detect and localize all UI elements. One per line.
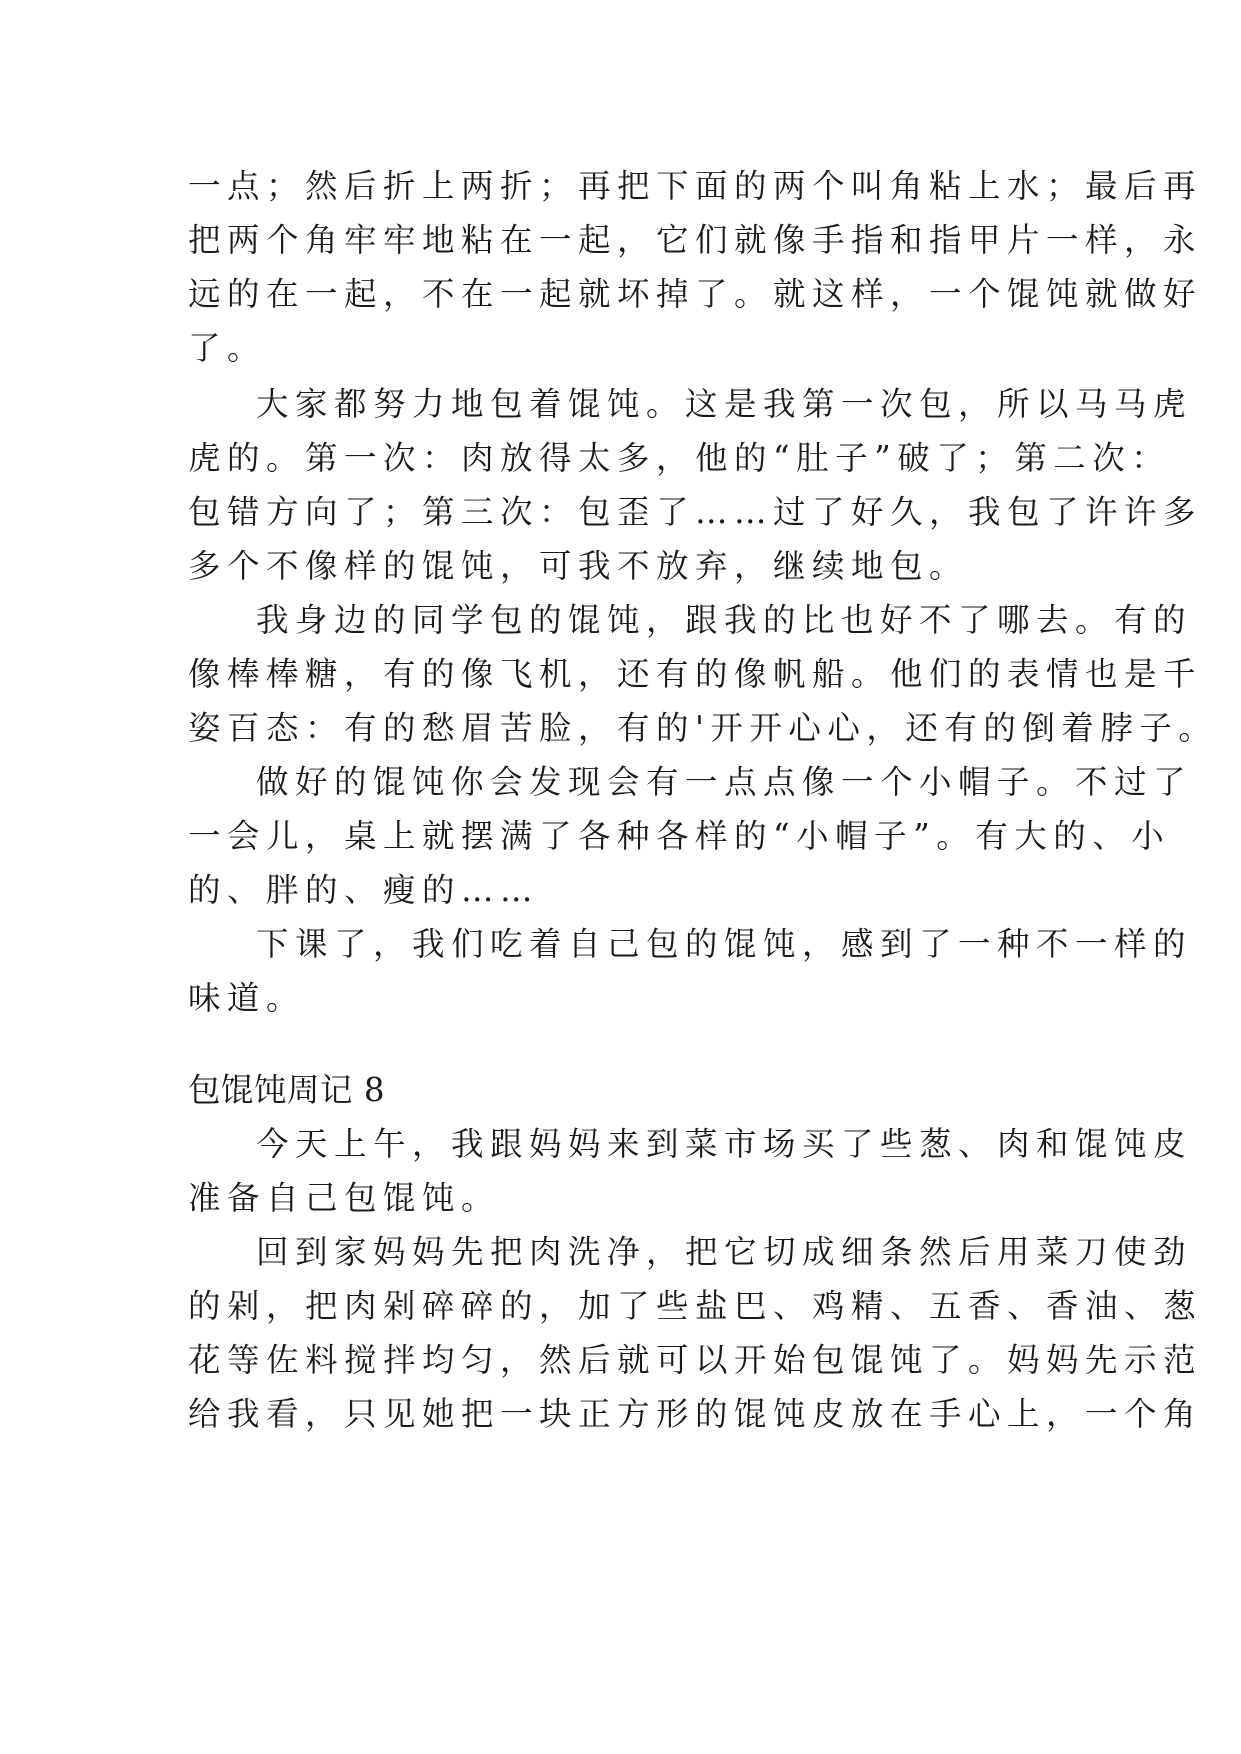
text-line: 准备自己包馄饨。 — [188, 1179, 501, 1217]
text-line: 味道。 — [188, 979, 306, 1017]
text-line: 做好的馄饨你会发现会有一点点像一个小帽子。不过了 — [256, 763, 1193, 801]
text-line: 花等佐料搅拌均匀，然后就可以开始包馄饨了。妈妈先示范 — [188, 1341, 1203, 1379]
text-line: 姿百态：有的愁眉苦脸，有的'开开心心，还有的倒着脖子。 — [188, 709, 1218, 747]
text-line: 大家都努力地包着馄饨。这是我第一次包，所以马马虎 — [256, 385, 1193, 423]
text-line: 了。 — [188, 329, 267, 367]
text-line: 的剁，把肉剁碎碎的，加了些盐巴、鸡精、五香、香油、葱 — [188, 1287, 1203, 1325]
text-line: 我身边的同学包的馄饨，跟我的比也好不了哪去。有的 — [256, 601, 1193, 639]
text-line: 一会儿，桌上就摆满了各种各样的“小帽子”。有大的、小 — [188, 817, 1171, 855]
text-line: 虎的。第一次：肉放得太多，他的“肚子”破了；第二次： — [188, 439, 1171, 477]
text-line: 多个不像样的馄饨，可我不放弃，继续地包。 — [188, 547, 969, 585]
text-line: 一点；然后折上两折；再把下面的两个叫角粘上水；最后再 — [188, 167, 1203, 205]
section-title: 包馄饨周记 8 — [188, 1071, 386, 1109]
text-line: 下课了，我们吃着自己包的馄饨，感到了一种不一样的 — [256, 925, 1193, 963]
text-line: 包错方向了；第三次：包歪了……过了好久，我包了许许多 — [188, 493, 1203, 531]
text-line: 回到家妈妈先把肉洗净，把它切成细条然后用菜刀使劲 — [256, 1233, 1193, 1271]
text-line: 给我看，只见她把一块正方形的馄饨皮放在手心上，一个角 — [188, 1395, 1203, 1433]
text-line: 像棒棒糖，有的像飞机，还有的像帆船。他们的表情也是千 — [188, 655, 1203, 693]
text-line: 的、胖的、瘦的…… — [188, 871, 540, 909]
text-line: 今天上午，我跟妈妈来到菜市场买了些葱、肉和馄饨皮 — [256, 1125, 1193, 1163]
text-line: 远的在一起，不在一起就坏掉了。就这样，一个馄饨就做好 — [188, 275, 1203, 313]
text-line: 把两个角牢牢地粘在一起，它们就像手指和指甲片一样，永 — [188, 221, 1203, 259]
